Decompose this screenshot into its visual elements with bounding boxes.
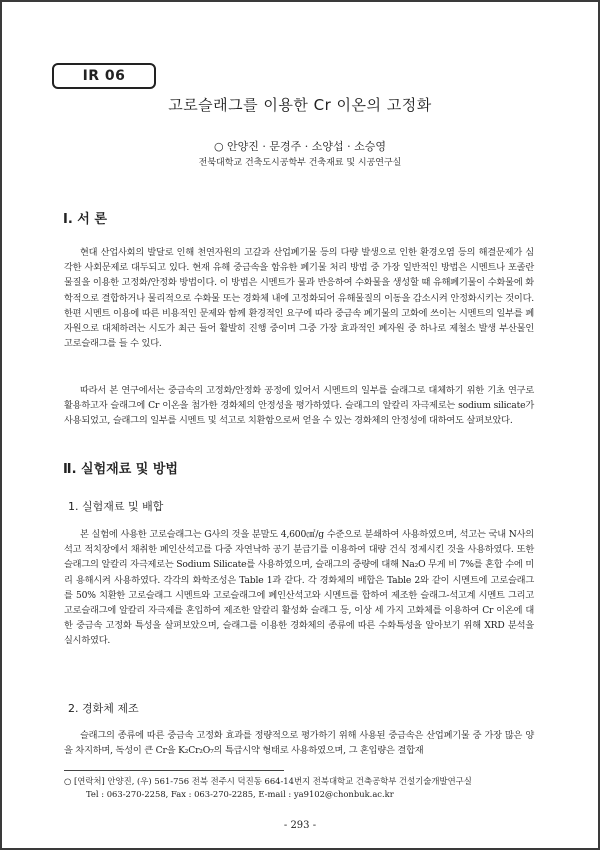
methods-paragraph-1: 본 실험에 사용한 고로슬래그는 G사의 것을 분말도 4,600㎠/g 수준으로 분쇄하여 사용하였으며, 석고는 국내 N사의 석고 적치장에서 채취한 폐인산석고를 다중 자연낙하 공기 분급기를 이용하여 대량 건식 정제시킨 것을 사용하였다. 또한 슬래그의 알칼리 자극제로는 Sodium Silicate를 사용하였으며, 슬래그의 중량에 대해 Na₂O 무게 비 7%를 혼합 수에 미리 용해시켜 사용하였다. 각각의 화학조성은 Table 1과 같다. 각 경화체의 배합은 Table 2와 같이 시멘트에 고로슬래그를 50% 치환한 고로슬래그 시멘트와 고로슬래그에 폐인산석고와 시멘트를 합하여 제조한 슬래그-석고계 시멘트 그리고 고로슬래그에 알칼리 자극제를 혼입하여 제조한 알칼리 활성화 슬래그 등, 이상 세 가지 고화체를 이용하여 Cr 이온에 대한 중금속 고정화 특성을 살펴보았으며, 슬래그를 이용한 경화체의 종류에 따른 수화특성을 알아보기 위해 XRD 분석을 실시하였다. — [64, 529, 534, 647]
footnote-rule — [64, 770, 284, 771]
footnote — [64, 775, 544, 801]
intro-paragraph-1: 현대 산업사회의 발달로 인해 천연자원의 고갈과 산업폐기물 등의 다량 발생으로 인한 환경오염 등의 해결문제가 심각한 사회문제로 대두되고 있다. 현재 유해 중금속을 함유한 폐기물 처리 방법 중 가장 일반적인 방법은 시멘트나 포졸란 물질을 이용한 고정화/안정화 방법이다. 이 방법은 시멘트가 물과 반응하여 수화물을 생성할 때 유해폐기물이 수화물에 화학적으로 결합하거나 물리적으로 수화물 또는 경화체 내에 고정화되어 유해물질의 이동을 감소시켜 안정화시키는 것이다. 한편 시멘트 이용에 따른 비용적인 문제와 함께 환경적인 요구에 따라 중금속 폐기물의 고화에 쓰이는 시멘트의 일부를 폐자원으로 대체하려는 시도가 최근 들어 활발히 진행 중이며 그중 가장 효과적인 폐자원 중 하나로 제철소 발생 부산물인 고로슬래그를 들 수 있다. — [64, 247, 534, 350]
footnote-contact: ○ [연락처] 안양진, (우) 561-756 전북 전주시 덕진동 664-14번지 전북대학교 건축공학부 건설기술개발연구실 — [64, 776, 472, 786]
paper-title: 고로슬래그를 이용한 Cr 이온의 고정화 — [168, 96, 432, 114]
intro-paragraph-2: 따라서 본 연구에서는 중금속의 고정화/안정화 공정에 있어서 시멘트의 일부를 슬래그로 대체하기 위한 기초 연구로 활용하고자 슬래그에 Cr 이온을 첨가한 경화체의 안정성을 평가하였다. 슬래그의 알칼리 자극제로는 sodium silicate가 사용되었고, 슬래그의 일부를 시멘트 및 석고로 치환함으로써 얻을 수 있는 경화체의 안정성에 대하여도 살펴보았다. — [64, 385, 534, 427]
methods-paragraph-2: 슬래그의 종류에 따른 중금속 고정화 효과를 정량적으로 평가하기 위해 사용된 중금속은 산업폐기물 중 가장 많은 양을 차지하며, 독성이 큰 Cr을 K₂Cr₂O₇의 특급시약 형태로 사용하였으며, 그 혼입량은 결합재 — [64, 730, 534, 757]
ir-badge: IR 06 — [52, 63, 156, 89]
subsection-heading-materials: 1. 실험재료 및 배합 — [68, 500, 164, 513]
affiliation: 전북대학교 건축도시공학부 건축재료 및 시공연구실 — [198, 158, 402, 168]
subsection-heading-specimen: 2. 경화체 제조 — [68, 702, 139, 715]
section-heading-methods: Ⅱ. 실험재료 및 방법 — [63, 462, 178, 477]
page-number: - 293 - — [283, 820, 317, 831]
section-heading-intro: Ⅰ. 서 론 — [63, 212, 107, 227]
footnote-contact-details: Tel : 063-270-2258, Fax : 063-270-2285, E-mail : ya9102@chonbuk.ac.kr — [86, 789, 394, 799]
authors: ○ 안양진 · 문경주 · 소양섭 · 소승영 — [213, 140, 387, 153]
